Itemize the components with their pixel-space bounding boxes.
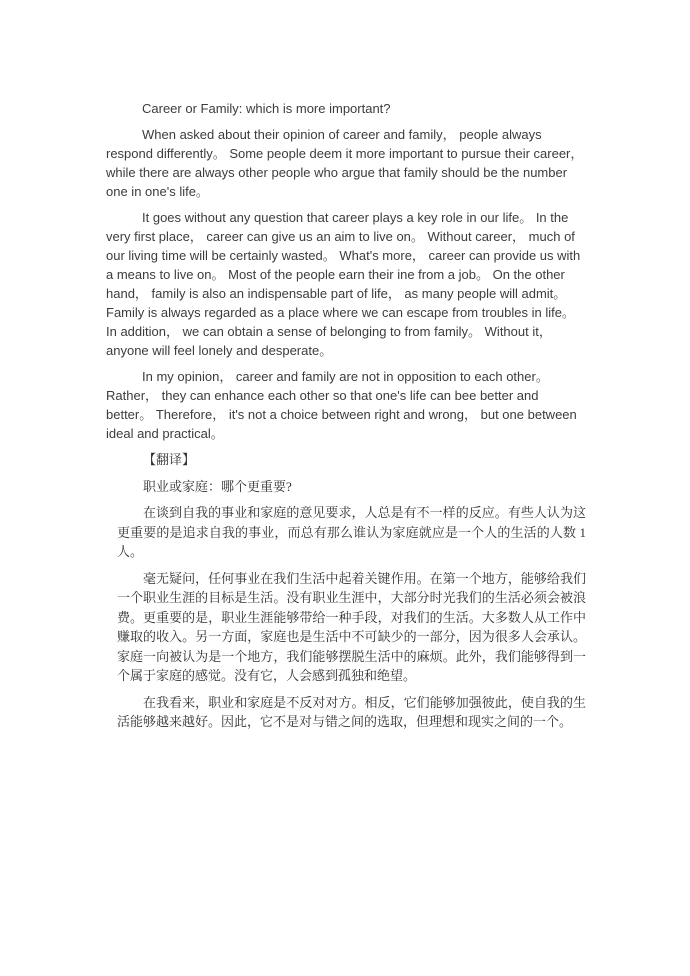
essay-paragraph-en-3: In my opinion， career and family are not in opposition to each other。 Rather， they can enhance each other so that one's life can bee better and better。 Therefore， it's not a choice between right and wrong， but one between ideal and practical。 — [106, 369, 577, 441]
essay-title-en: Career or Family: which is more important? — [142, 101, 391, 116]
essay-paragraph-zh-2: 毫无疑问，任何事业在我们生活中起着关键作用。在第一个地方，能够给我们一个职业生涯的目标是生活。没有职业生涯中，大部分时光我们的生活必须会被浪费。更重要的是，职业生涯能够带给一种手段，对我们的生活。大多数人从工作中赚取的收入。另一方面，家庭也是生活中不可缺少的一部分，因为很多人会承认。家庭一向被认为是一个地方，我们能够摆脱生活中的麻烦。此外，我们能够得到一个属于家庭的感觉。没有它，人会感到孤独和绝望。 — [117, 570, 586, 683]
translation-header: 【翻译】 — [143, 452, 196, 467]
essay-paragraph-zh-1: 在谈到自我的事业和家庭的意见要求，人总是有不一样的反应。有些人认为这更重要的是追求自我的事业，而总有那么谁认为家庭就应是一个人的生活的人数 1 人。 — [117, 505, 586, 559]
essay-paragraph-en-1: When asked about their opinion of career and family， people always respond differently。 Some people deem it more important to pursue their career， while there are always other people who argue that family should be the number one in one's life。 — [106, 127, 584, 199]
essay-paragraph-zh-3: 在我看来，职业和家庭是不反对对方。相反，它们能够加强彼此，使自我的生活能够越来越好。因此，它不是对与错之间的选取，但理想和现实之间的一个。 — [117, 694, 586, 729]
essay-paragraph-en-2: It goes without any question that career plays a key role in our life。 In the very first place， career can give us an aim to live on。 Without career， much of our living time will be certainly wasted。 What's more， career can provide us with a means to live on。 Most of the people earn their ine from a job。 On the other hand， family is also an indispensable part of life， as many people will admit。 Family is always regarded as a place where we can escape from troubles in life。 In addition， we can obtain a sense of belonging to from family。 Without it， anyone will feel lonely and desperate。 — [106, 210, 581, 358]
essay-title-zh: 职业或家庭：哪个更重要? — [143, 478, 292, 494]
